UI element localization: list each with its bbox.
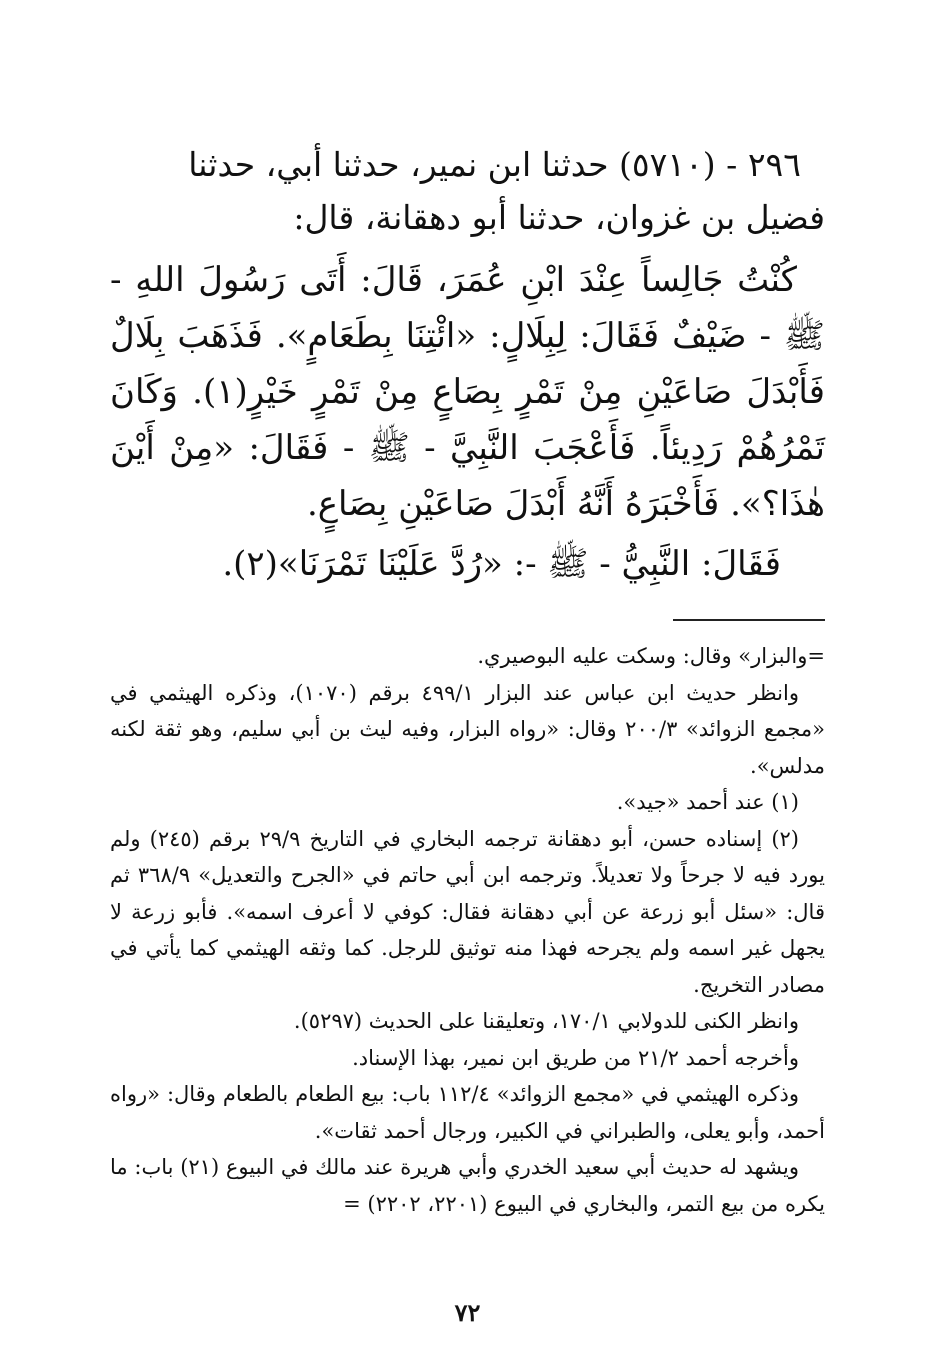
footnote-paragraph: ويشهد له حديث أبي سعيد الخدري وأبي هريرة عند مالك في البيوع (٢١) باب: ما يكره من بيع التمر، والبخاري في البيوع (٢٢٠١، ٢٢٠٢) =: [110, 1155, 825, 1216]
hadith-matn: كُنْتُ جَالِساً عِنْدَ ابْنِ عُمَرَ، قَالَ: أَتَى رَسُولَ اللهِ - ﷺ - ضَيْفٌ فَقَالَ: لِبِلَالٍ: «ائْتِنَا بِطَعَامٍ». فَذَهَبَ بِلَالٌ فَأَبْدَلَ صَاعَيْنِ مِنْ تَمْرٍ بِصَاعٍ مِنْ تَمْرٍ خَيْرٍ(١). وَكَانَ تَمْرُهُمْ رَدِيئاً. فَأَعْجَبَ النَّبِيَّ - ﷺ - فَقَالَ: «مِنْ أَيْنَ هٰذَا؟». فَأَخْبَرَهُ أَنَّهُ أَبْدَلَ صَاعَيْنِ بِصَاعٍ.: [110, 260, 825, 524]
isnad-line-2: فضيل بن غزوان، حدثنا أبو دهقانة، قال:: [293, 198, 825, 237]
footnote-continuation: =والبزار» وقال: وسكت عليه البوصيري.: [477, 644, 825, 668]
footnote-paragraph: وانظر حديث ابن عباس عند البزار ٤٩٩/١ برقم (١٠٧٠)، وذكره الهيثمي في «مجمع الزوائد» ٢٠٠/٣ وقال: «رواه البزار، وفيه ليث بن أبي سليم، وهو ثقة لكنه مدلس».: [110, 680, 825, 778]
page-number: ٧٢: [454, 1298, 481, 1327]
hadith-closing: فَقَالَ: النَّبِيُّ - ﷺ -: «رُدَّ عَلَيْنَا تَمْرَنَا»(٢).: [222, 544, 781, 584]
book-page: [110, 0, 825, 1370]
footnote-2: (٢) إسناده حسن، أبو دهقانة ترجمه البخاري في التاريخ ٢٩/٩ برقم (٢٤٥) ولم يورد فيه لا جرحاً ولا تعديلاً. وترجمه ابن أبي حاتم في «الجرح والتعديل» ٣٦٨/٩ ثم قال: «سئل أبو زرعة عن أبي دهقانة فقال: كوفي لا أعرف اسمه». فأبو زرعة لا يجهل غير اسمه ولم يجرحه فهذا منه توثيق للرجل. كما وثقه الهيثمي كما يأتي في مصادر التخريج.: [110, 826, 825, 997]
footnote-separator: [673, 619, 825, 621]
footnote-paragraph: وأخرجه أحمد ٢١/٢ من طريق ابن نمير، بهذا الإسناد.: [352, 1045, 799, 1070]
footnotes: [110, 638, 825, 1222]
isnad-line-1: ٢٩٦ - (٥٧١٠) حدثنا ابن نمير، حدثنا أبي، حدثنا: [188, 145, 801, 184]
main-text: [110, 138, 825, 592]
footnote-paragraph: وذكره الهيثمي في «مجمع الزوائد» ١١٢/٤ باب: بيع الطعام بالطعام وقال: «رواه أحمد، وأبو يعلى، والطبراني في الكبير، ورجال أحمد ثقات».: [110, 1082, 825, 1143]
footnote-paragraph: وانظر الكنى للدولابي ١٧٠/١، وتعليقنا على الحديث (٥٢٩٧).: [293, 1009, 799, 1033]
footnote-1: (١) عند أحمد «جيد».: [616, 790, 799, 814]
